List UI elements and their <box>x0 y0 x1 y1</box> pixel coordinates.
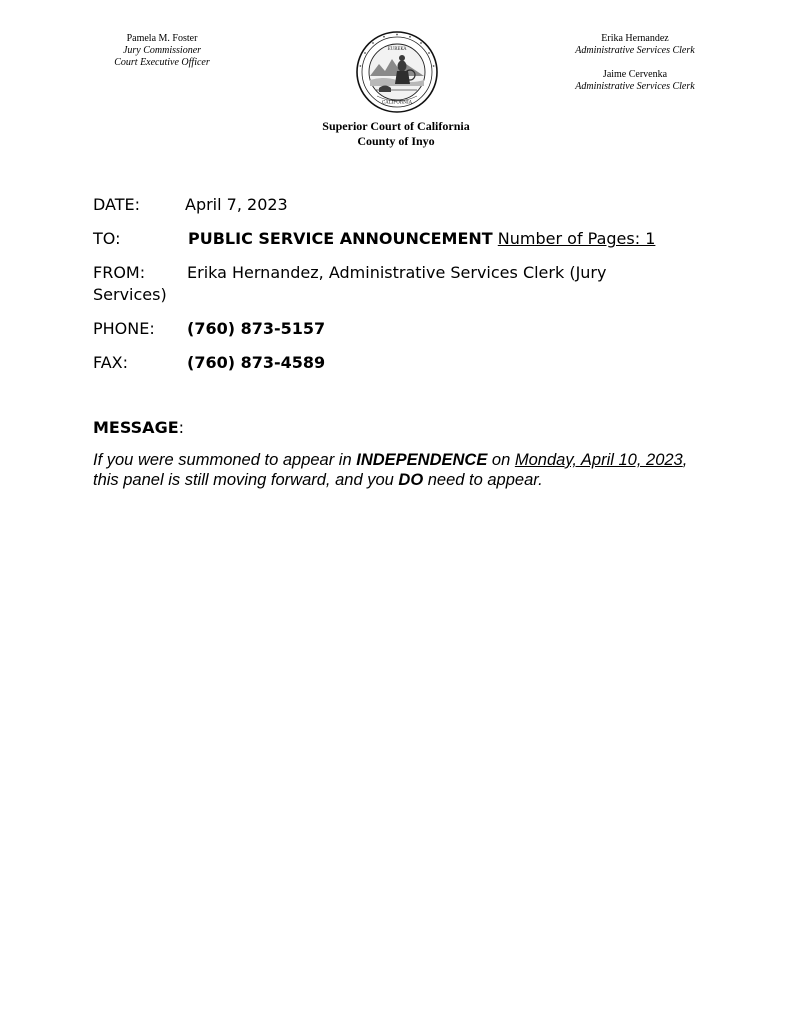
svg-text:EUREKA: EUREKA <box>387 46 407 51</box>
from-value-continued: Services) <box>93 285 167 304</box>
court-name: Superior Court of California <box>322 119 470 133</box>
message-location: INDEPENDENCE <box>356 451 488 469</box>
court-heading <box>250 119 542 149</box>
seal-lettering: CALIFORNIA <box>382 100 412 106</box>
date-label: DATE: <box>93 195 141 214</box>
phone-value: (760) 873-5157 <box>187 319 326 338</box>
fax-value: (760) 873-4589 <box>187 353 326 372</box>
message-emphasis: DO <box>398 471 424 489</box>
fax-label: FAX: <box>93 353 129 372</box>
county-name: County of Inyo <box>357 134 435 148</box>
to-value: PUBLIC SERVICE ANNOUNCEMENT <box>188 229 493 248</box>
date-value: April 7, 2023 <box>185 195 288 214</box>
from-label: FROM: <box>93 263 146 282</box>
to-label: TO: <box>93 229 121 248</box>
message-body <box>93 450 713 490</box>
header-right-block <box>560 33 710 93</box>
california-seal-icon <box>355 30 439 114</box>
message-text-1: If you were summoned to appear in <box>93 451 357 469</box>
header-left-block <box>92 33 232 69</box>
from-value: Erika Hernandez, Administrative Services Clerk (Jury <box>187 263 607 282</box>
message-label: MESSAGE <box>93 418 179 437</box>
page-count: Number of Pages: 1 <box>497 229 656 248</box>
message-heading <box>93 417 184 439</box>
clerk-name-1: Erika Hernandez <box>601 33 669 44</box>
clerk-name-2: Jaime Cervenka <box>602 69 668 80</box>
commissioner-name: Pamela M. Foster <box>126 33 198 44</box>
message-text-3: , this panel is still moving forward, and you <box>93 451 688 489</box>
phone-label: PHONE: <box>93 319 155 338</box>
clerk-title-1: Administrative Services Clerk <box>575 45 695 56</box>
clerk-title-2: Administrative Services Clerk <box>575 81 695 92</box>
message-date: Monday, April 10, 2023 <box>514 451 683 469</box>
executive-officer-title: Court Executive Officer <box>114 57 210 68</box>
commissioner-title: Jury Commissioner <box>122 45 202 56</box>
message-text-4: need to appear. <box>423 471 543 489</box>
message-text-2: on <box>487 451 515 469</box>
message-label-colon: : <box>178 418 185 437</box>
